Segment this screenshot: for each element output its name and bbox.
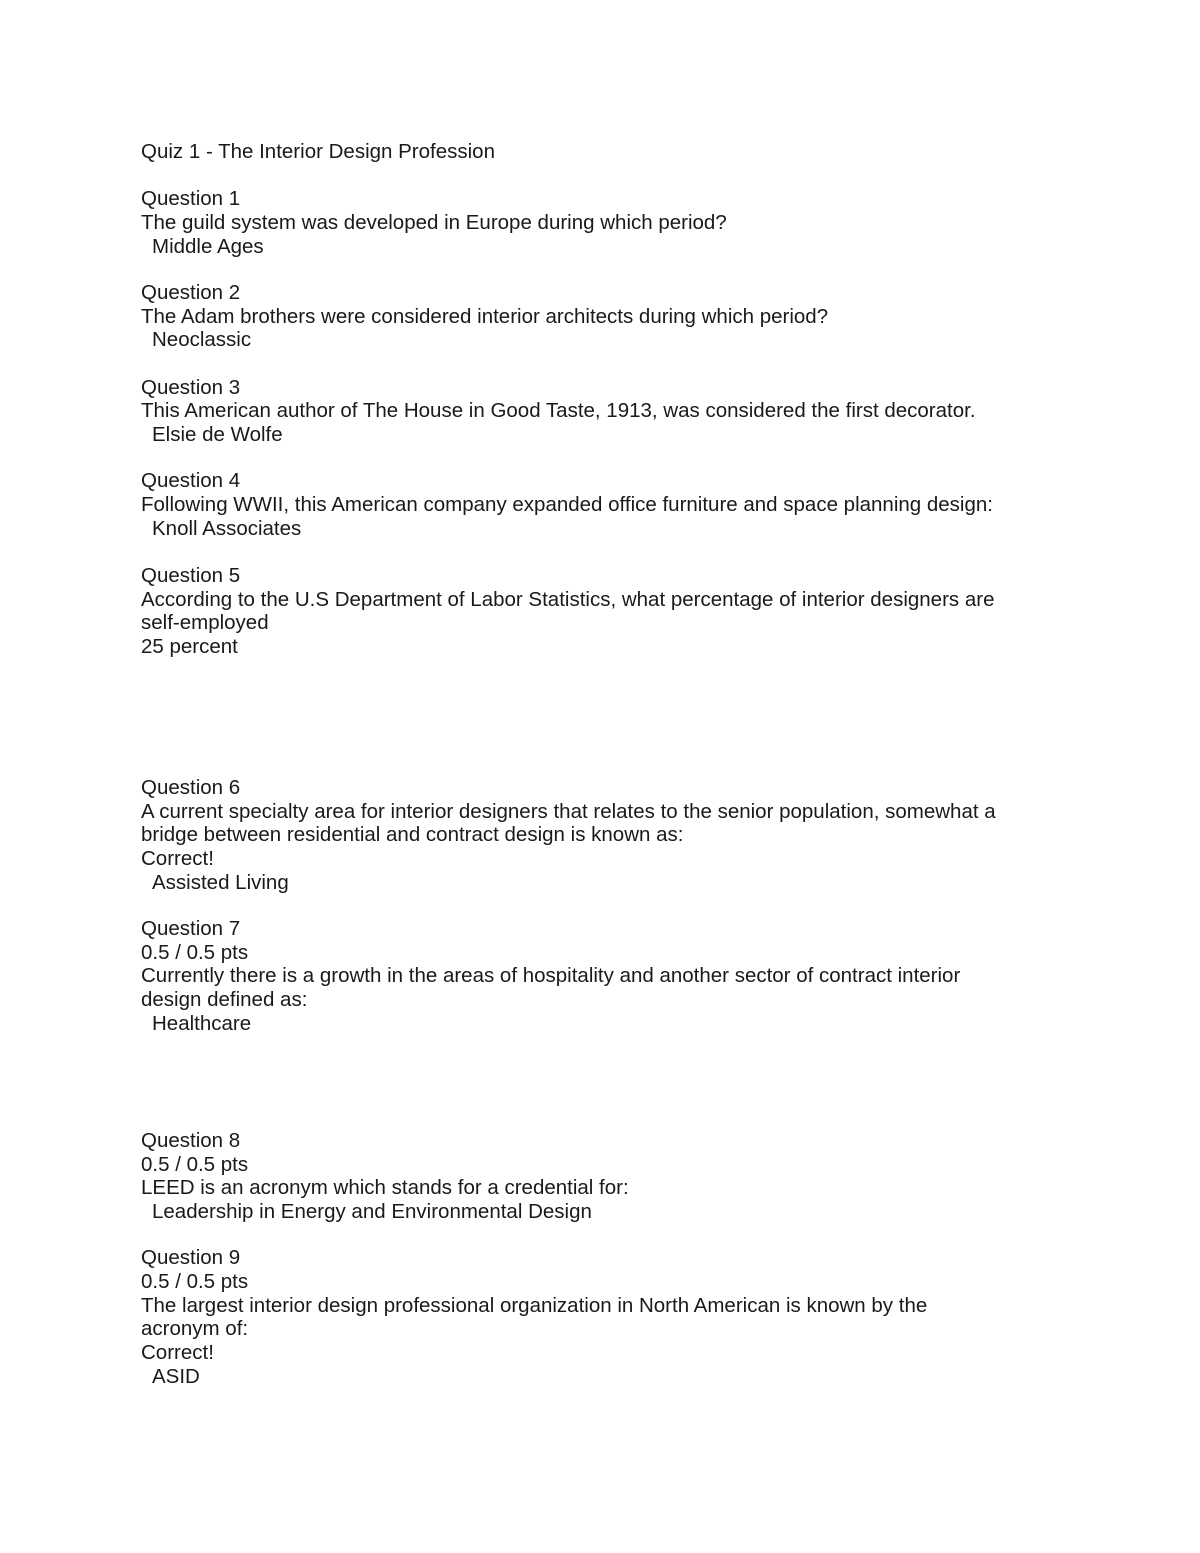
question-3-prompt: This American author of The House in Good Taste, 1913, was considered the first decorator. <box>141 399 976 422</box>
question-5-answer: 25 percent <box>141 635 238 658</box>
question-6-heading: Question 6 <box>141 776 241 799</box>
question-4-prompt: Following WWII, this American company expanded office furniture and space planning design: <box>141 493 993 516</box>
question-1-answer: Middle Ages <box>152 235 264 258</box>
question-4-heading: Question 4 <box>141 469 241 492</box>
question-9-answer: ASID <box>152 1365 200 1388</box>
question-8-prompt: LEED is an acronym which stands for a credential for: <box>141 1176 629 1199</box>
question-5-prompt-line-2: self-employed <box>141 611 269 634</box>
question-4-answer: Knoll Associates <box>152 517 302 540</box>
question-9-points: 0.5 / 0.5 pts <box>141 1270 249 1293</box>
question-3-answer: Elsie de Wolfe <box>152 423 283 446</box>
question-2-answer: Neoclassic <box>152 328 252 351</box>
question-8-heading: Question 8 <box>141 1129 241 1152</box>
question-9-prompt-line-1: The largest interior design professional organization in North American is known by the <box>141 1294 928 1317</box>
question-7-answer: Healthcare <box>152 1012 252 1035</box>
question-3-heading: Question 3 <box>141 376 241 399</box>
question-9-feedback: Correct! <box>141 1341 214 1364</box>
question-7-prompt-line-1: Currently there is a growth in the areas of hospitality and another sector of contract interior <box>141 964 961 987</box>
question-5-heading: Question 5 <box>141 564 241 587</box>
question-6-answer: Assisted Living <box>152 871 289 894</box>
question-1-heading: Question 1 <box>141 187 241 210</box>
question-8-answer: Leadership in Energy and Environmental Design <box>152 1200 592 1223</box>
question-2-prompt: The Adam brothers were considered interior architects during which period? <box>141 305 829 328</box>
question-6-prompt-line-1: A current specialty area for interior designers that relates to the senior population, somewhat a <box>141 800 996 823</box>
question-2-heading: Question 2 <box>141 281 241 304</box>
question-6-feedback: Correct! <box>141 847 214 870</box>
question-7-points: 0.5 / 0.5 pts <box>141 941 249 964</box>
quiz-title: Quiz 1 - The Interior Design Profession <box>141 140 495 163</box>
question-9-prompt-line-2: acronym of: <box>141 1317 249 1340</box>
question-7-prompt-line-2: design defined as: <box>141 988 308 1011</box>
question-6-prompt-line-2: bridge between residential and contract design is known as: <box>141 823 684 846</box>
question-5-prompt-line-1: According to the U.S Department of Labor Statistics, what percentage of interior designers are <box>141 588 995 611</box>
question-7-heading: Question 7 <box>141 917 241 940</box>
question-9-heading: Question 9 <box>141 1246 241 1269</box>
question-1-prompt: The guild system was developed in Europe during which period? <box>141 211 727 234</box>
question-8-points: 0.5 / 0.5 pts <box>141 1153 249 1176</box>
